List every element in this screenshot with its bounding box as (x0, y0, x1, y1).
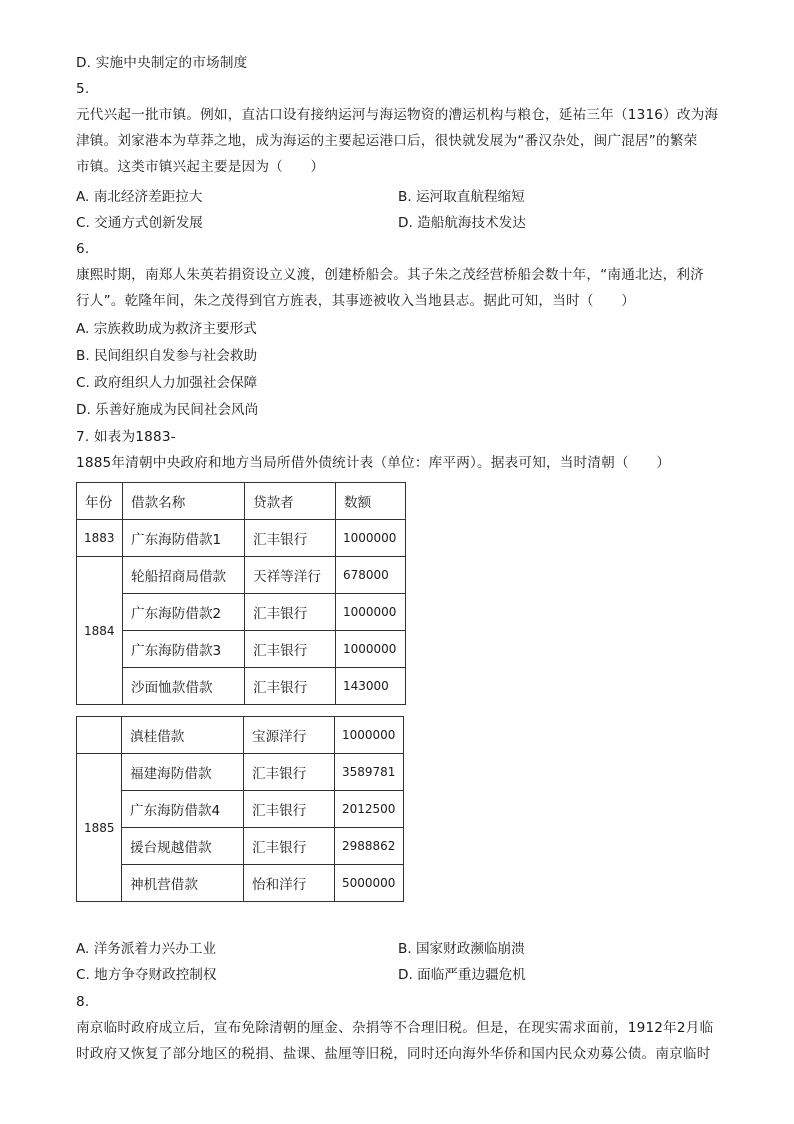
loan-table-part-1 (76, 482, 406, 705)
cell-lender: 汇丰银行 (244, 791, 335, 828)
q7-stem-line-1: 7. 如表为1883- (76, 429, 176, 445)
cell-lender: 汇丰银行 (244, 754, 335, 791)
q5-stem-line-2: 津镇。刘家港本为草莽之地，成为海运的主要起运港口后，很快就发展为“番汉杂处，闽广混居”的繁荣 (76, 133, 698, 149)
cell-loan-name: 广东海防借款3 (123, 631, 245, 668)
q6-option-d: D. 乐善好施成为民间社会风尚 (76, 402, 259, 418)
cell-amount: 2988862 (335, 828, 404, 865)
cell-year: 1883 (77, 520, 123, 557)
cell-loan-name: 广东海防借款1 (123, 520, 245, 557)
q6-stem-line-2: 行人”。乾隆年间，朱之茂得到官方旌表，其事迹被收入当地县志。据此可知，当时（ ） (76, 293, 635, 309)
q6-option-a: A. 宗族救助成为救济主要形式 (76, 321, 257, 337)
q8-stem-line-1: 南京临时政府成立后，宣布免除清朝的厘金、杂捐等不合理旧税。但是，在现实需求面前，1912年2月临 (76, 1020, 714, 1036)
cell-lender: 天祥等洋行 (245, 557, 336, 594)
cell-amount: 5000000 (335, 865, 404, 902)
table-header-row (77, 483, 406, 520)
header-amount: 数额 (336, 483, 406, 520)
q7-option-a: A. 洋务派着力兴办工业 (76, 941, 217, 957)
q5-option-c: C. 交通方式创新发展 (76, 215, 203, 231)
cell-lender: 汇丰银行 (245, 668, 336, 705)
table-row (77, 865, 404, 902)
cell-year: 1884 (77, 557, 123, 705)
header-lender: 贷款者 (245, 483, 336, 520)
q6-option-b: B. 民间组织自发参与社会救助 (76, 348, 258, 364)
cell-lender: 怡和洋行 (244, 865, 335, 902)
cell-loan-name: 滇桂借款 (122, 717, 244, 754)
q7-stem-line-2: 1885年清朝中央政府和地方当局所借外债统计表（单位：库平两）。据表可知，当时清朝（ ） (76, 455, 671, 471)
cell-lender: 宝源洋行 (244, 717, 335, 754)
q8-stem-line-2: 时政府又恢复了部分地区的税捐、盐课、盐厘等旧税，同时还向海外华侨和国内民众劝募公债。南京临时 (76, 1046, 711, 1062)
cell-lender: 汇丰银行 (245, 631, 336, 668)
cell-loan-name: 神机营借款 (122, 865, 244, 902)
cell-loan-name: 广东海防借款2 (123, 594, 245, 631)
q4-option-d: D. 实施中央制定的市场制度 (76, 55, 248, 71)
cell-amount: 2012500 (335, 791, 404, 828)
table-row (77, 557, 406, 594)
q6-stem-line-1: 康熙时期，南郑人朱英若捐资设立义渡，创建桥船会。其子朱之茂经营桥船会数十年，“南通北达，利济 (76, 267, 704, 283)
q7-option-d: D. 面临严重边疆危机 (398, 967, 526, 983)
loan-table-part-2 (76, 716, 404, 902)
q7-option-c: C. 地方争夺财政控制权 (76, 967, 217, 983)
cell-loan-name: 福建海防借款 (122, 754, 244, 791)
table-row (77, 791, 404, 828)
q5-number: 5. (76, 81, 90, 97)
q8-number: 8. (76, 994, 90, 1010)
q6-option-c: C. 政府组织人力加强社会保障 (76, 375, 258, 391)
cell-amount: 1000000 (335, 717, 404, 754)
cell-year: 1885 (77, 754, 122, 902)
cell-amount: 143000 (336, 668, 406, 705)
cell-lender: 汇丰银行 (244, 828, 335, 865)
table-row (77, 754, 404, 791)
q5-option-b: B. 运河取直航程缩短 (398, 189, 525, 205)
q5-option-d: D. 造船航海技术发达 (398, 215, 526, 231)
table-row (77, 668, 406, 705)
cell-amount: 1000000 (336, 594, 406, 631)
q5-option-a: A. 南北经济差距拉大 (76, 189, 203, 205)
q5-stem-line-1: 元代兴起一批市镇。例如，直沽口设有接纳运河与海运物资的漕运机构与粮仓，延祐三年（1316）改为海 (76, 107, 719, 123)
table-row (77, 520, 406, 557)
header-year: 年份 (77, 483, 123, 520)
cell-loan-name: 广东海防借款4 (122, 791, 244, 828)
q5-stem-line-3: 市镇。这类市镇兴起主要是因为（ ） (76, 159, 325, 175)
table-row (77, 631, 406, 668)
cell-amount: 3589781 (335, 754, 404, 791)
q7-option-b: B. 国家财政濒临崩溃 (398, 941, 525, 957)
cell-lender: 汇丰银行 (245, 520, 336, 557)
cell-amount: 678000 (336, 557, 406, 594)
cell-amount: 1000000 (336, 631, 406, 668)
cell-year (77, 717, 122, 754)
cell-amount: 1000000 (336, 520, 406, 557)
cell-loan-name: 轮船招商局借款 (123, 557, 245, 594)
table-row (77, 717, 404, 754)
cell-loan-name: 沙面恤款借款 (123, 668, 245, 705)
q6-number: 6. (76, 241, 90, 257)
table-row (77, 594, 406, 631)
table-row (77, 828, 404, 865)
cell-lender: 汇丰银行 (245, 594, 336, 631)
cell-loan-name: 援台规越借款 (122, 828, 244, 865)
header-loan-name: 借款名称 (123, 483, 245, 520)
